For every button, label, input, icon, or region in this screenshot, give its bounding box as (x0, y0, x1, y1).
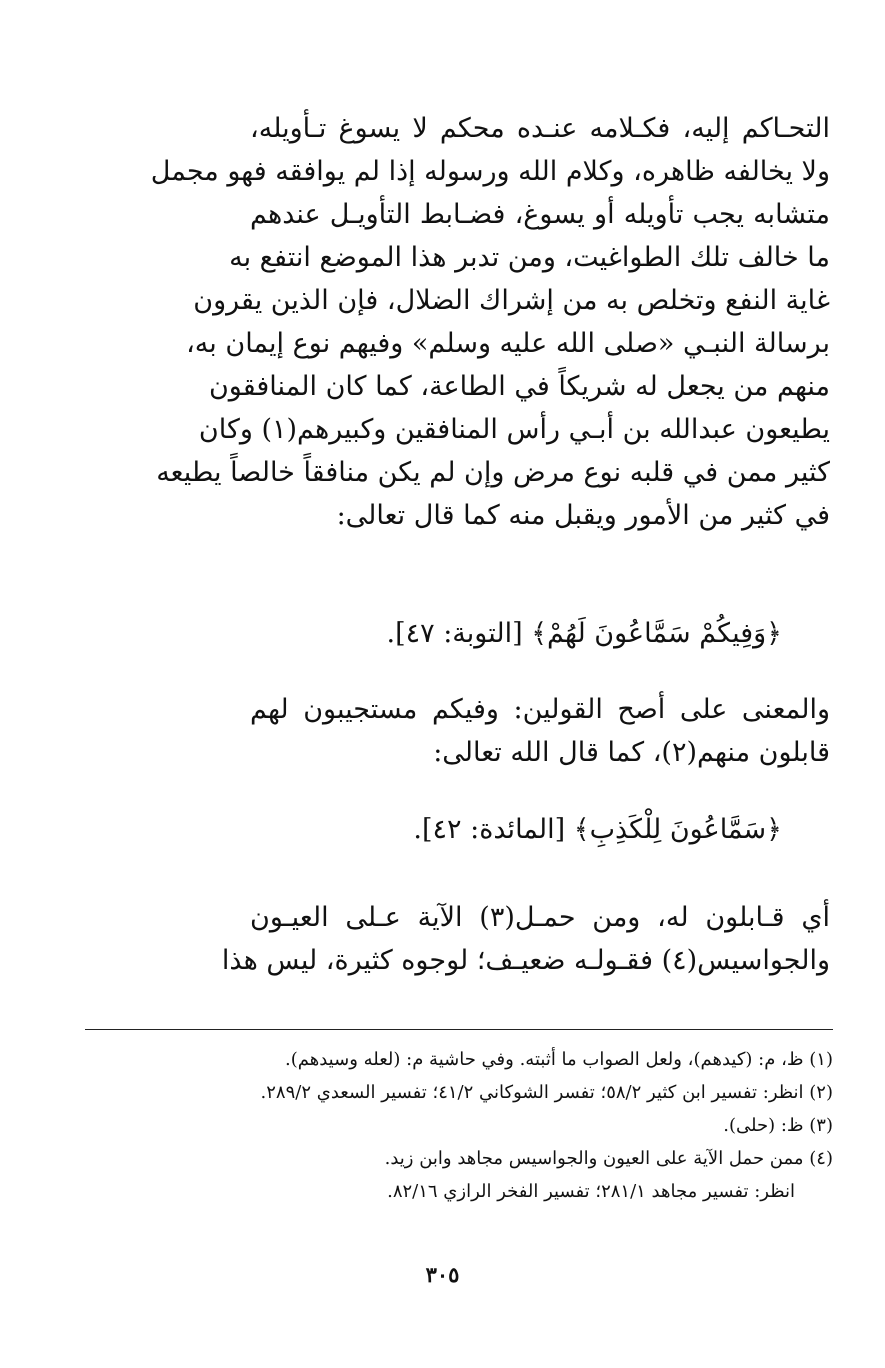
text-line: قابلون منهم(٢)، كما قال الله تعالى: (433, 737, 830, 768)
footnote-4-continuation: انظر: تفسير مجاهد ٢٨١/١؛ تفسير الفخر الرازي ٨٢/١٦. (387, 1181, 795, 1202)
text-line: متشابه يجب تأويله أو يسوغ، فضـابط التأويـل عندهم (250, 199, 830, 230)
text-line: والمعنى على أصح القولين: وفيكم مستجيبون لهم (250, 694, 830, 725)
footnotes (113, 1043, 833, 1208)
text-line: أي قـابلون له، ومن حمـل(٣) الآية عـلى العيـون (250, 902, 830, 933)
footnote-3: (٣) ظ: (حلى). (723, 1115, 833, 1136)
text-line: والجواسيس(٤) فقـولـه ضعيـف؛ لوجوه كثيرة، ليس هذا (221, 945, 830, 976)
quran-verse-2: ﴿سَمَّاعُونَ لِلْكَذِبِ﴾ [المائدة: ٤٢]. (413, 814, 782, 845)
text-line: غاية النفع وتخلص به من إشراك الضلال، فإن الذين يقرون (193, 285, 830, 316)
text-line: يطيعون عبدالله بن أبـي رأس المنافقين وكبيرهم(١) وكان (198, 414, 830, 445)
text-line: في كثير من الأمور ويقبل منه كما قال تعالى: (336, 500, 830, 531)
paragraph-1 (150, 107, 830, 537)
text-line: التحـاكم إليه، فكـلامه عنـده محكم لا يسوغ تـأويله، (250, 113, 830, 144)
text-line: كثير ممن في قلبه نوع مرض وإن لم يكن منافقاً خالصاً يطيعه (156, 457, 830, 488)
text-line: ما خالف تلك الطواغيت، ومن تدبر هذا الموضع انتفع به (229, 242, 830, 273)
page-number: ٣٠٥ (425, 1262, 460, 1287)
footnote-1: (١) ظ، م: (كيدهم)، ولعل الصواب ما أثبته. وفي حاشية م: (لعله وسيدهم). (285, 1049, 833, 1070)
footnote-2: (٢) انظر: تفسير ابن كثير ٥٨/٢؛ تفسر الشوكاني ٤١/٢؛ تفسير السعدي ٢٨٩/٢. (260, 1082, 833, 1103)
footnote-divider (85, 1029, 833, 1030)
text-line: برسالة النبـي «صلى الله عليه وسلم» وفيهم نوع إيمان به، (186, 328, 830, 359)
footnote-4: (٤) ممن حمل الآية على العيون والجواسيس مجاهد وابن زيد. (384, 1148, 833, 1169)
paragraph-3 (221, 896, 830, 982)
paragraph-2 (250, 688, 830, 774)
text-line: منهم من يجعل له شريكاً في الطاعة، كما كان المنافقون (208, 371, 830, 402)
quran-verse-1: ﴿وَفِيكُمْ سَمَّاعُونَ لَهُمْ﴾ [التوبة: ٤٧]. (386, 618, 782, 649)
text-line: ولا يخالفه ظاهره، وكلام الله ورسوله إذا لم يوافقه فهو مجمل (150, 156, 830, 187)
